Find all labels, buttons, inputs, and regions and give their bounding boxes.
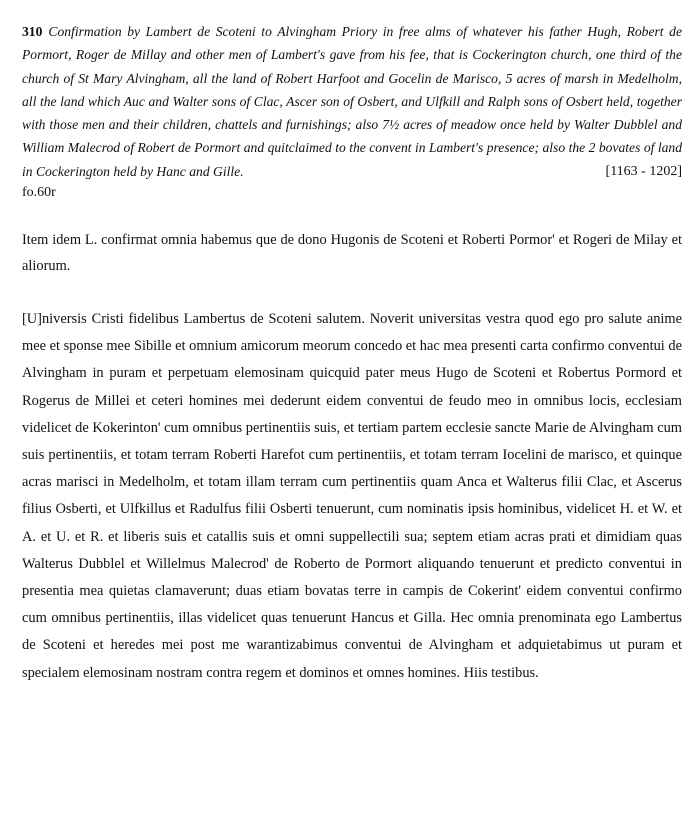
latin-rubric: Item idem L. confirmat omnia habemus que de dono Hugonis de Scoteni et Roberti Pormor' et Rogeri de Milay et aliorum.: [22, 232, 682, 275]
entry-summary-english: Confirmation by Lambert de Scoteni to Alvingham Priory in free alms of whatever his father Hugh, Robert de Pormort, Roger de Millay and other men of Lambert's gave from his fee, that is Cockerington church, one third of the church of St Mary Alvingham, all the land of Robert Harfoot and Gocelin de Marisco, 5 acres of marsh in Medelholm, all the land which Auc and Walter sons of Clac, Ascer son of Osbert, and Ulfkill and Ralph sons of Osbert held, together with those men and their children, chattels and furnishings; also 7½ acres of meadow once held by Walter Dubblel and William Malecrod of Robert de Pormort and quitclaimed to the convent in Lambert's presence; also the 2 bovates of land in Cockerington held by Hanc and Gille.: [22, 24, 682, 179]
folio-reference: fo.60r: [22, 185, 56, 201]
entry-heading: [22, 20, 682, 183]
entry-date-range: [1163 - 1202]: [605, 163, 682, 179]
charter-text: [U]niversis Cristi fidelibus Lambertus de Scoteni salutem. Noverit universitas vestra quod ego pro salute anime mee et sponse mee Sibille et omnium amicorum meorum concedo et hac mea presenti carta confirmo conventui de Alvingham in puram et perpetuam elemosinam quicquid pater meus Hugo de Scoteni et Robertus Pormord et Rogerus de Millei et ceteri homines mei dederunt eidem conventui de feudo meo in omnibus locis, ecclesiam videlicet de Kokerinton' cum omnibus pertinentiis suis, et tertiam partem ecclesie sancte Marie de Alvingham cum suis pertinentiis, et totam terram Roberti Harefot cum pertinentiis, et totam terram Iocelini de marisco, et quinque acras marisci in Medelholm, et totam illam terram cum pertinentiis quam Anca et Walterus filii Clac, et Ascerus filius Osberti, et Ulfkillus et Radulfus filii Osberti tenuerunt, cum nominatis ipsis hominibus, videlicet H. et W. et A. et U. et R. et liberis suis et catallis suis et omni suppellectili sua; septem etiam acras prati et dimidiam quas Walterus Dubblel et Willelmus Malecrod' de Roberto de Pormort aliquando tenuerunt et predicto conventui in presentia mea quietas clamaverunt; duas etiam bovatas terre in campis de Cokerint' eidem conventui confirmo cum omnibus pertinentiis, illas videlicet quas tenuerunt Hancus et Gilla. Hec omnia prenominata ego Lambertus de Scoteni et heredes mei post me warantizabimus conventui de Alvingham et adquietabimus ut puram et specialem elemosinam nostram contra regem et dominos et omnes homines. Hiis testibus.: [22, 310, 682, 681]
entry-number: 310: [22, 24, 43, 39]
